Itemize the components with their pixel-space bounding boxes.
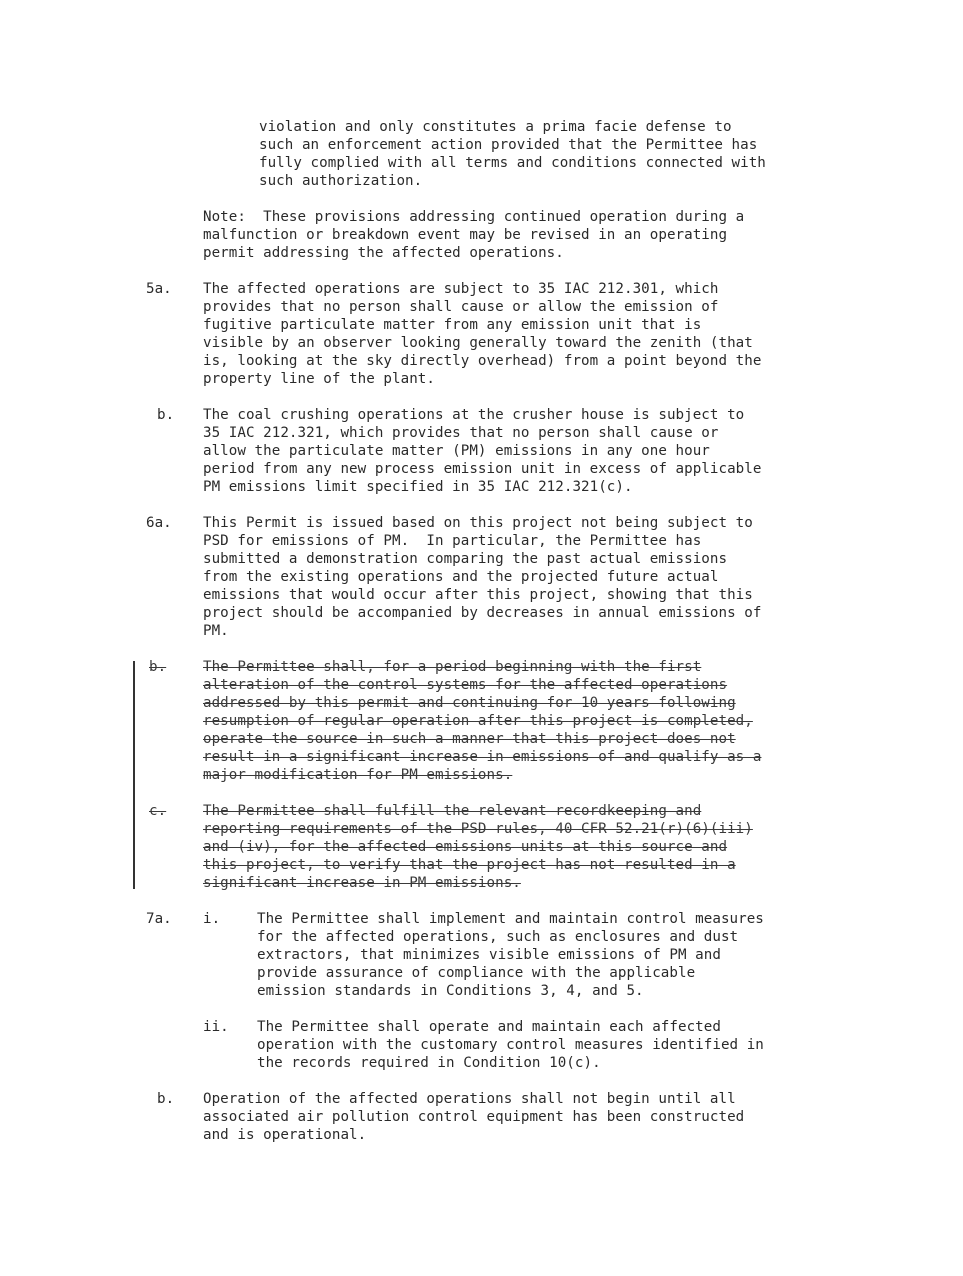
text-line: The Permittee shall operate and maintain each affected <box>257 1019 721 1035</box>
text-line: The affected operations are subject to 35 IAC 212.301, which <box>203 281 719 297</box>
text-line: provide assurance of compliance with the applicable <box>257 965 696 981</box>
condition-label: b. <box>157 407 175 423</box>
text-line: resumption of regular operation after this project is completed, <box>203 713 753 729</box>
text-line: permit addressing the affected operations. <box>203 245 564 261</box>
condition-label: c. <box>149 803 167 819</box>
revision-change-bar <box>133 661 135 889</box>
text-line: associated air pollution control equipment has been constructed <box>203 1109 745 1125</box>
text-line: emission standards in Conditions 3, 4, and 5. <box>257 983 644 999</box>
text-line: major modification for PM emissions. <box>203 767 513 783</box>
text-line: for the affected operations, such as enclosures and dust <box>257 929 739 945</box>
subitem-label: ii. <box>203 1019 229 1035</box>
text-line: visible by an observer looking generally toward the zenith (that <box>203 335 753 351</box>
text-line: this project, to verify that the project has not resulted in a <box>203 857 736 873</box>
condition-label: 7a. <box>146 911 172 927</box>
text-line: PM emissions limit specified in 35 IAC 212.321(c). <box>203 479 633 495</box>
text-line: The coal crushing operations at the crusher house is subject to <box>203 407 745 423</box>
text-line: such authorization. <box>259 173 423 189</box>
condition-label: 6a. <box>146 515 172 531</box>
text-line: the records required in Condition 10(c). <box>257 1055 601 1071</box>
text-line: allow the particulate matter (PM) emissions in any one hour <box>203 443 710 459</box>
text-line: significant increase in PM emissions. <box>203 875 521 891</box>
text-line: The Permittee shall fulfill the relevant recordkeeping and <box>203 803 702 819</box>
condition-label: b. <box>149 659 167 675</box>
text-line: reporting requirements of the PSD rules, 40 CFR 52.21(r)(6)(iii) <box>203 821 753 837</box>
text-line: alteration of the control systems for the affected operations <box>203 677 728 693</box>
subitem-label: i. <box>203 911 221 927</box>
text-line: PSD for emissions of PM. In particular, the Permittee has <box>203 533 702 549</box>
text-line: such an enforcement action provided that the Permittee has <box>259 137 758 153</box>
text-line: addressed by this permit and continuing for 10 years following <box>203 695 736 711</box>
text-line: The Permittee shall, for a period beginning with the first <box>203 659 702 675</box>
text-line: provides that no person shall cause or allow the emission of <box>203 299 719 315</box>
text-line: and (iv), for the affected emissions units at this source and <box>203 839 728 855</box>
text-line: property line of the plant. <box>203 371 435 387</box>
text-line: and is operational. <box>203 1127 367 1143</box>
text-line: from the existing operations and the projected future actual <box>203 569 719 585</box>
condition-label: b. <box>157 1091 175 1107</box>
text-line: Operation of the affected operations shall not begin until all <box>203 1091 736 1107</box>
text-line: 35 IAC 212.321, which provides that no person shall cause or <box>203 425 719 441</box>
text-line: PM. <box>203 623 229 639</box>
text-line: fugitive particulate matter from any emission unit that is <box>203 317 702 333</box>
text-line: period from any new process emission unit in excess of applicable <box>203 461 762 477</box>
condition-label: 5a. <box>146 281 172 297</box>
text-line: result in a significant increase in emissions of and qualify as a <box>203 749 762 765</box>
text-line: operation with the customary control measures identified in <box>257 1037 764 1053</box>
text-line: malfunction or breakdown event may be revised in an operating <box>203 227 728 243</box>
text-line: Note: These provisions addressing continued operation during a <box>203 209 745 225</box>
text-line: operate the source in such a manner that this project does not <box>203 731 736 747</box>
text-line: project should be accompanied by decreases in annual emissions of <box>203 605 762 621</box>
text-line: is, looking at the sky directly overhead) from a point beyond the <box>203 353 762 369</box>
text-line: submitted a demonstration comparing the past actual emissions <box>203 551 728 567</box>
text-line: The Permittee shall implement and maintain control measures <box>257 911 764 927</box>
text-line: This Permit is issued based on this project not being subject to <box>203 515 753 531</box>
text-line: emissions that would occur after this project, showing that this <box>203 587 753 603</box>
text-line: violation and only constitutes a prima facie defense to <box>259 119 732 135</box>
text-line: extractors, that minimizes visible emissions of PM and <box>257 947 721 963</box>
text-line: fully complied with all terms and conditions connected with <box>259 155 766 171</box>
